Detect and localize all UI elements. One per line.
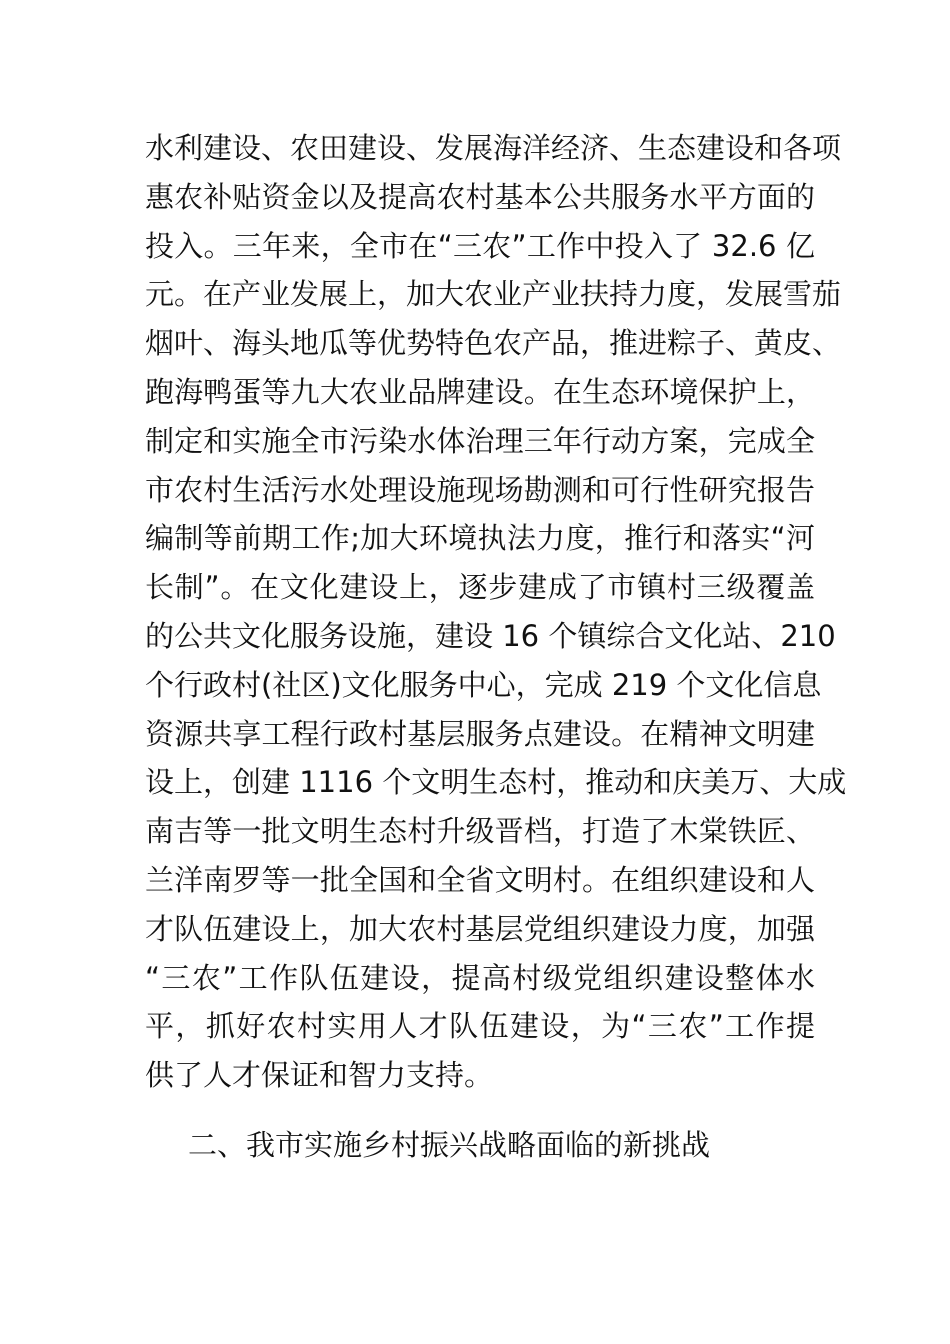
paragraph-line: 资源共享工程行政村基层服务点建设。在精神文明建: [145, 716, 815, 751]
paragraph-line: 才队伍建设上，加大农村基层党组织建设力度，加强: [145, 911, 815, 946]
paragraph-line: 供了人才保证和智力支持。: [145, 1058, 494, 1093]
paragraph-line: 水利建设、农田建设、发展海洋经济、生态建设和各项: [145, 131, 842, 165]
paragraph-line: 长制”。在文化建设上，逐步建成了市镇村三级覆盖: [145, 570, 815, 605]
paragraph-line: 制定和实施全市污染水体治理三年行动方案，完成全: [145, 423, 815, 458]
paragraph-line: 的公共文化服务设施，建设 16 个镇综合文化站、210: [145, 618, 836, 653]
body-paragraph: [145, 124, 847, 1100]
paragraph-line: 元。在产业发展上，加大农业产业扶持力度，发展雪茄: [145, 277, 842, 312]
paragraph-line: 跑海鸭蛋等九大农业品牌建设。在生态环境保护上，: [145, 374, 815, 409]
paragraph-line: 编制等前期工作;加大环境执法力度，推行和落实“河: [145, 521, 815, 556]
paragraph-line: 平，抓好农村实用人才队伍建设，为“三农”工作提: [145, 1009, 815, 1044]
paragraph-line: 个行政村(社区)文化服务中心，完成 219 个文化信息: [145, 667, 822, 702]
paragraph-line: 设上，创建 1116 个文明生态村，推动和庆美万、大成: [145, 765, 847, 800]
paragraph-line: 投入。三年来，全市在“三农”工作中投入了 32.6 亿: [145, 228, 815, 263]
paragraph-line: 惠农补贴资金以及提高农村基本公共服务水平方面的: [145, 179, 815, 214]
section-heading: 二、我市实施乡村振兴战略面临的新挑战: [188, 1128, 711, 1162]
paragraph-line: 市农村生活污水处理设施现场勘测和可行性研究报告: [145, 472, 815, 507]
paragraph-line: “三农”工作队伍建设，提高村级党组织建设整体水: [145, 960, 815, 995]
paragraph-line: 兰洋南罗等一批全国和全省文明村。在组织建设和人: [145, 862, 815, 897]
paragraph-line: 南吉等一批文明生态村升级晋档，打造了木棠铁匠、: [145, 814, 815, 849]
paragraph-line: 烟叶、海头地瓜等优势特色农产品，推进粽子、黄皮、: [145, 326, 842, 361]
